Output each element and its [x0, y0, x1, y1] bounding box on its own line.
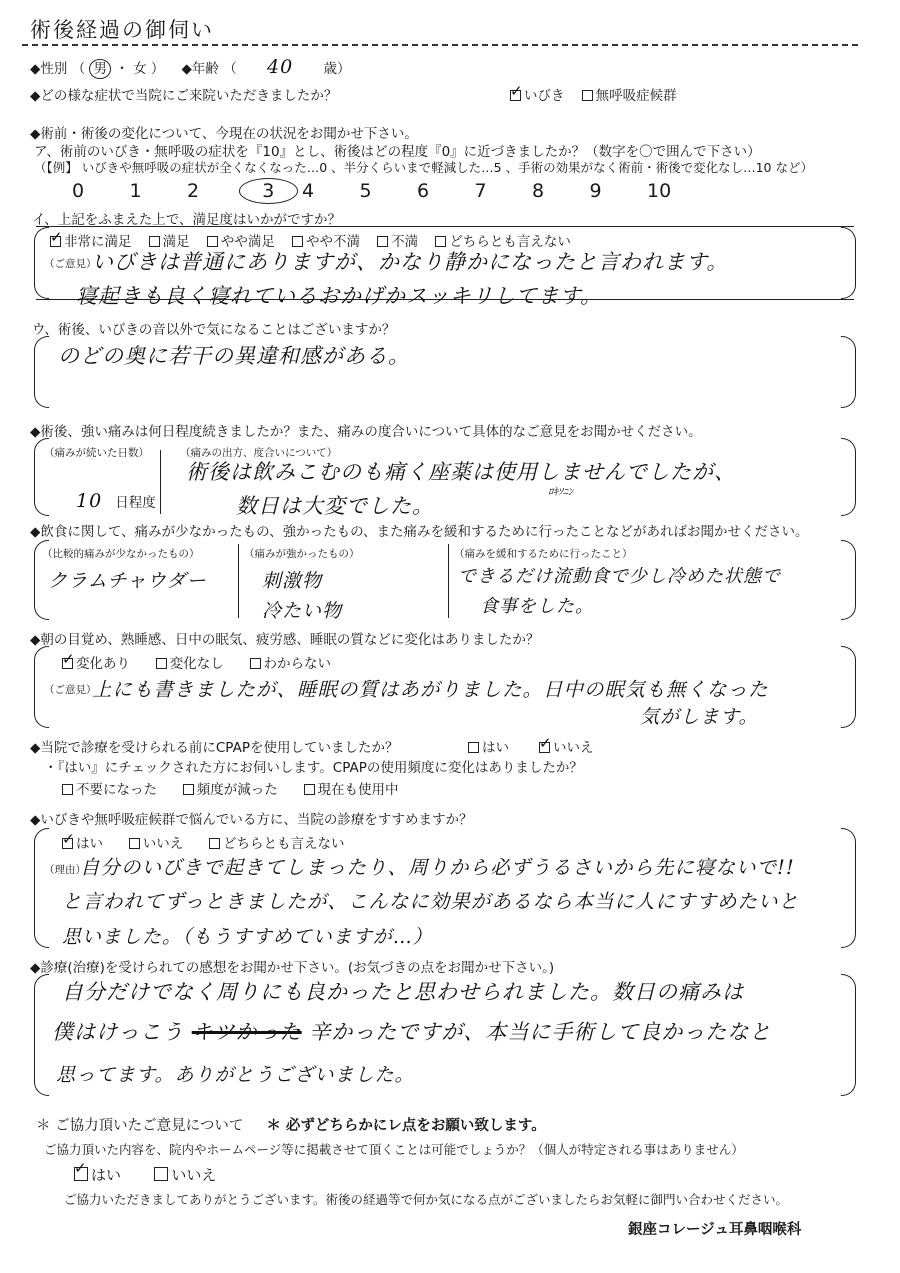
score-0[interactable]: 0: [72, 180, 85, 202]
cpap-sub-options: [62, 778, 399, 798]
food-divider-2: [448, 544, 449, 618]
score-2[interactable]: 2: [187, 180, 200, 202]
checkbox-publish-yes[interactable]: ✓はい: [74, 1166, 121, 1184]
footer-thanks: ご協力いただきましてありがとうございます。術後の経過等で何か気になる点がございましたらお気軽に御門い合わせください。: [64, 1192, 789, 1207]
impression-answer-line3[interactable]: 思ってます。ありがとうございました。: [56, 1064, 415, 1086]
satisfaction-answer-line1[interactable]: いびきは普通にありますが、かなり静かになったと言われます。: [92, 250, 729, 274]
recommend-answer-line2[interactable]: と言われてずっときましたが、こんなに効果があるなら本当に人にすすめたいと: [62, 890, 800, 913]
score-6[interactable]: 6: [417, 180, 430, 202]
footer-notes: [36, 1114, 546, 1135]
checkbox-cpap-no[interactable]: ✓ いいえ: [539, 740, 594, 756]
food-col2-answer2[interactable]: 冷たい物: [262, 600, 343, 622]
checkbox-very-satisfied[interactable]: ✓非常に満足: [50, 234, 132, 250]
score-scale: [72, 178, 705, 204]
score-1[interactable]: 1: [129, 180, 142, 202]
q6-sub-text: ・『はい』にチェックされた方にお伺いします。CPAPの使用頻度に変化はありましたか？: [44, 760, 583, 776]
food-divider-1: [238, 544, 239, 618]
recommend-options: [62, 832, 345, 852]
sleep-answer-line1[interactable]: 上にも書きましたが、睡眠の質はあがりました。日中の眠気も無くなった: [92, 678, 769, 701]
footer-note-left: ＊ ご協力頂いたご意見について: [36, 1118, 244, 1134]
pain-divider: [160, 450, 161, 514]
food-col2-answer1[interactable]: 刺激物: [262, 570, 323, 592]
checkbox-changed[interactable]: ✓変化あり: [62, 656, 130, 672]
checkbox-recommend-neither[interactable]: どちらとも言えない: [209, 836, 345, 852]
checkbox-still-using[interactable]: 現在も使用中: [304, 782, 399, 798]
pain-days-unit: 日程度: [115, 495, 156, 511]
impression-answer-line2[interactable]: 僕はけっこう キツかった 辛かったですが、本当に手術して良かったなと: [52, 1020, 772, 1044]
reason-label: （理由）: [44, 864, 86, 876]
pain-answer-line2[interactable]: 数日は大変でした。: [236, 494, 434, 518]
score-9[interactable]: 9: [589, 180, 602, 202]
recommend-answer-line1[interactable]: 自分のいびきで起きてしまったり、周りから必ずうるさいから先に寝ないで!!: [80, 856, 795, 879]
sleep-opinion-label: （ご意見）: [44, 684, 97, 696]
pain-answer-insert: ﾛｷｿﾆﾝ: [548, 487, 573, 498]
score-5[interactable]: 5: [359, 180, 372, 202]
food-col1-answer[interactable]: クラムチャウダー: [48, 570, 207, 592]
checkbox-apnea[interactable]: 無呼吸症候群: [582, 88, 677, 104]
check-icon: [510, 90, 521, 101]
checkbox-recommend-yes[interactable]: ✓はい: [62, 836, 103, 852]
food-col3-label: （痛みを緩和するために行ったこと）: [454, 548, 633, 560]
q1-options: [510, 84, 677, 104]
checkbox-somewhat-dissatisfied[interactable]: やや不満: [292, 234, 360, 250]
gender-male-option[interactable]: 男: [89, 59, 111, 79]
footer-question: ご協力頂いた内容を、院内やホームページ等に掲載させて頂くことは可能でしょうか？（個人が特定される事はありません）: [44, 1142, 744, 1157]
checkbox-icon: [582, 90, 593, 101]
score-3[interactable]: 3: [245, 178, 303, 204]
gender-row: ◆性別 （ 男 ・ 女 ） ◆年齢 （ 40 歳）: [30, 56, 351, 78]
q7-text: ◆いびきや無呼吸症候群で悩んでいる方に、当院の診療をすすめますか？: [30, 812, 473, 828]
page-title: 術後経過の御伺い: [30, 18, 214, 42]
score-4[interactable]: 4: [302, 180, 315, 202]
footer-options: [74, 1164, 216, 1185]
pain-detail-label: （痛みの出方、度合いについて）: [180, 447, 338, 459]
sleep-answer-line2[interactable]: 気がします。: [640, 706, 759, 728]
gender-female-option[interactable]: 女: [133, 61, 147, 77]
pain-answer-line1[interactable]: 術後は飲みこむのも痛く座薬は使用しませんでしたが、: [186, 460, 736, 484]
q8-text: ◆診療(治療)を受けられての感想をお聞かせ下さい。(お気づきの点をお聞かせ下さい。): [30, 960, 555, 976]
satisfaction-answer-line2[interactable]: 寝起きも良く寝れているおかげかスッキリしてます。: [76, 284, 603, 308]
recommend-answer-line3[interactable]: 思いました。（もうすすめていますが…）: [62, 926, 433, 948]
score-7[interactable]: 7: [474, 180, 487, 202]
checkbox-publish-no[interactable]: いいえ: [154, 1166, 216, 1184]
food-col3-answer2[interactable]: 食事をした。: [480, 596, 594, 617]
q3-text: ◆術後、強い痛みは何日程度続きましたか？また、痛みの度合いについて具体的なご意見をお聞かせください。: [30, 424, 702, 440]
clinic-name: 銀座コレージュ耳鼻咽喉科: [628, 1222, 802, 1238]
checkbox-unknown[interactable]: わからない: [250, 656, 332, 672]
checkbox-cpap-yes[interactable]: はい: [468, 740, 509, 756]
food-col2-label: （痛みが強かったもの）: [244, 548, 360, 560]
checkbox-not-needed[interactable]: 不要になった: [62, 782, 157, 798]
footer-note-right: ＊ 必ずどちらかにレ点をお願い致します。: [266, 1118, 546, 1134]
score-8[interactable]: 8: [532, 180, 545, 202]
pain-days-label: （痛みが続いた日数）: [44, 447, 149, 459]
food-col1-label: （比較的痛みが少なかったもの）: [42, 548, 200, 560]
checkbox-reduced[interactable]: 頻度が減った: [183, 782, 278, 798]
q1-text: ◆どの様な症状で当院にご来院いただきましたか？: [30, 88, 338, 104]
pain-days-value[interactable]: 10: [76, 490, 103, 512]
checkbox-neither[interactable]: どちらとも言えない: [435, 234, 571, 250]
q6-text: ◆当院で診療を受けられる前にCPAPを使用していましたか？: [30, 740, 399, 756]
title-underline: [22, 44, 858, 46]
age-label: ◆年齢: [181, 61, 219, 77]
gender-label: ◆性別: [30, 61, 68, 77]
q2-example: （【例】 いびきや無呼吸の症状が全くなくなった…0 、半分くらいまで軽減した…5 、手術の効果がなく術前・術後で変化なし…10 など）: [34, 160, 813, 175]
q4-text: ◆飲食に関して、痛みが少なかったもの、強かったもの、また痛みを緩和するために行ったことなどがあればお聞かせください。: [30, 524, 809, 540]
checkbox-recommend-no[interactable]: いいえ: [129, 836, 184, 852]
impression-answer-line1[interactable]: 自分だけでなく周りにも良かったと思わせられました。数日の痛みは: [62, 980, 744, 1004]
sleep-options: [62, 652, 331, 672]
checkbox-somewhat-satisfied[interactable]: やや満足: [207, 234, 275, 250]
food-col3-answer1[interactable]: できるだけ流動食で少し冷めた状態で: [458, 566, 781, 587]
concern-answer[interactable]: のどの奥に若干の異違和感がある。: [58, 344, 410, 368]
q2-text: ◆術前・術後の変化について、今現在の状況をお聞かせ下さい。: [30, 126, 418, 142]
score-10[interactable]: 10: [647, 180, 672, 202]
q2u-text: ウ、術後、いびきの音以外で気になることはございますか？: [32, 322, 396, 338]
q2a-text: ア、術前のいびき・無呼吸の症状を『10』とし、術後はどの程度『0』に近づきましたか？（数字を〇で囲んで下さい）: [34, 144, 761, 160]
opinion-label: （ご意見）: [44, 258, 97, 270]
q5-text: ◆朝の目覚め、熟睡感、日中の眠気、疲労感、睡眠の質などに変化はありましたか？: [30, 632, 540, 648]
pain-days-row: [76, 490, 156, 512]
checkbox-no-change[interactable]: 変化なし: [156, 656, 224, 672]
checkbox-satisfied[interactable]: 満足: [149, 234, 190, 250]
cpap-options: [468, 736, 594, 756]
checkbox-dissatisfied[interactable]: 不満: [377, 234, 418, 250]
age-value[interactable]: 40: [267, 56, 294, 78]
q2i-text: イ、上記をふまえた上で、満足度はいかがですか？: [32, 212, 342, 228]
struck-text: キツかった: [191, 1020, 302, 1044]
checkbox-snoring[interactable]: ✓ いびき: [510, 88, 565, 104]
